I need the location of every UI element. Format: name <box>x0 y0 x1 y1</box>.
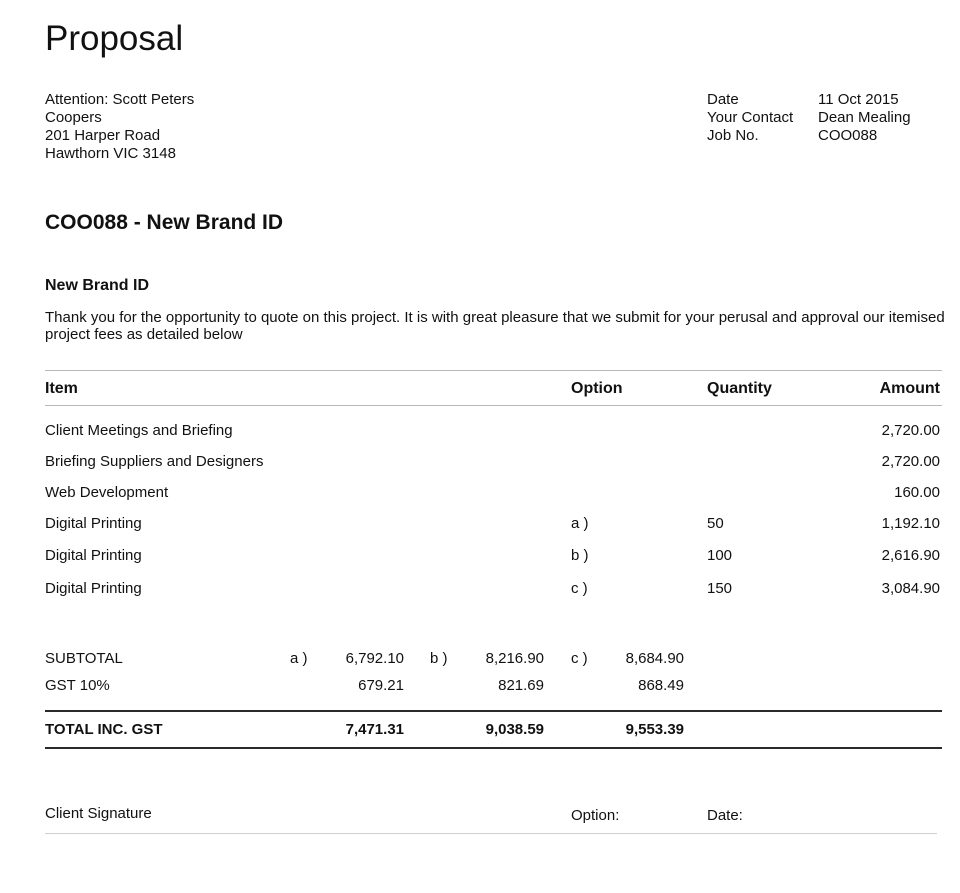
row-amount: 2,616.90 <box>881 547 940 564</box>
table-header-quantity: Quantity <box>707 380 772 397</box>
row-amount: 2,720.00 <box>881 422 940 439</box>
row-amount: 3,084.90 <box>881 580 940 597</box>
recipient-address <box>45 91 194 163</box>
address-line-street: 201 Harper Road <box>45 127 161 144</box>
row-item: Digital Printing <box>45 580 142 597</box>
meta-value-contact: Dean Mealing <box>818 109 911 126</box>
table-header-item: Item <box>45 380 78 397</box>
meta-label-contact: Your Contact <box>707 109 794 126</box>
total-option-b: 9,038.59 <box>485 721 544 738</box>
row-option: b ) <box>571 547 589 564</box>
total-bottom-divider <box>45 747 942 749</box>
row-option: a ) <box>571 515 589 532</box>
row-item: Digital Printing <box>45 515 142 532</box>
row-amount: 2,720.00 <box>881 453 940 470</box>
row-item: Briefing Suppliers and Designers <box>45 453 264 470</box>
signature-date-label: Date: <box>707 807 743 824</box>
meta-label-job: Job No. <box>707 127 759 144</box>
intro-paragraph: Thank you for the opportunity to quote on this project. It is with great pleasure that we submit for your perusal and approval our itemised project fees as detailed below <box>45 309 945 343</box>
row-amount: 1,192.10 <box>881 515 940 532</box>
total-option-a: 7,471.31 <box>345 721 404 738</box>
gst-option-c: 868.49 <box>638 677 684 694</box>
row-item: Web Development <box>45 484 169 501</box>
address-line-attention: Attention: Scott Peters <box>45 91 195 108</box>
subtotal-option-a: 6,792.10 <box>345 650 404 667</box>
table-header-option: Option <box>571 380 623 397</box>
subtotal-option-c-label: c ) <box>571 650 588 667</box>
page-title: Proposal <box>45 19 184 58</box>
row-amount: 160.00 <box>894 484 940 501</box>
subtotal-option-b-label: b ) <box>430 650 448 667</box>
total-option-c: 9,553.39 <box>625 721 684 738</box>
row-quantity: 150 <box>707 580 733 597</box>
subtotal-option-a-label: a ) <box>290 650 308 667</box>
table-top-divider <box>45 370 942 371</box>
signature-option-label: Option: <box>571 807 620 824</box>
total-top-divider <box>45 710 942 712</box>
row-quantity: 100 <box>707 547 733 564</box>
address-line-company: Coopers <box>45 109 102 126</box>
meta-value-job: COO088 <box>818 127 878 144</box>
meta-label-date: Date <box>707 91 739 108</box>
meta-labels <box>707 91 793 145</box>
table-header-amount: Amount <box>879 380 940 397</box>
section-heading: New Brand ID <box>45 277 150 294</box>
row-item: Client Meetings and Briefing <box>45 422 233 439</box>
subtotal-label: SUBTOTAL <box>45 650 123 667</box>
row-quantity: 50 <box>707 515 724 532</box>
client-signature-label: Client Signature <box>45 805 152 822</box>
subtotal-option-b: 8,216.90 <box>485 650 544 667</box>
subtotal-option-c: 8,684.90 <box>625 650 684 667</box>
meta-values <box>818 91 911 145</box>
table-header-divider <box>45 405 942 406</box>
gst-option-b: 821.69 <box>498 677 544 694</box>
gst-option-a: 679.21 <box>358 677 404 694</box>
gst-label: GST 10% <box>45 677 110 694</box>
meta-value-date: 11 Oct 2015 <box>818 91 899 108</box>
row-option: c ) <box>571 580 588 597</box>
signature-line <box>45 833 937 834</box>
job-heading: COO088 - New Brand ID <box>45 211 284 234</box>
address-line-suburb: Hawthorn VIC 3148 <box>45 145 176 162</box>
row-item: Digital Printing <box>45 547 142 564</box>
total-label: TOTAL INC. GST <box>45 721 163 738</box>
